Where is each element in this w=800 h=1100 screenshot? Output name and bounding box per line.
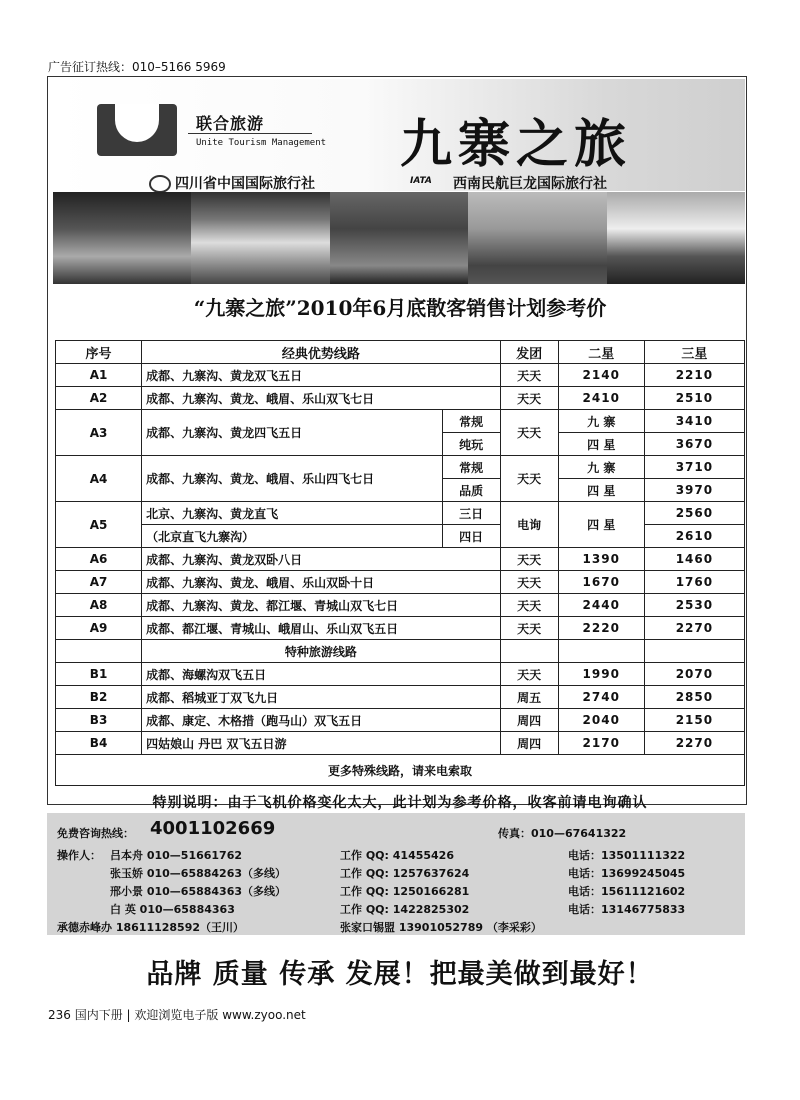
table-row: 纯玩 四 星 3670 [56,433,745,456]
company-name: 联合旅游 [196,114,265,133]
operator-qq: 工作 QQ: 1257637624 [340,867,470,880]
table-row: A9 成都、都江堰、青城山、峨眉山、乐山双飞五日 天天 2220 2270 [56,617,745,640]
special-section-header: 特种旅游线路 [56,640,745,663]
operator-name: 张玉娇 010—65884263（多线） [110,867,287,880]
operator-phone: 电话：13146775833 [568,903,686,916]
company-divider [188,133,312,134]
operator-name: 白 英 010—65884363 [110,903,235,916]
page-footer: 236 国内下册 | 欢迎浏览电子版 www.zyoo.net [48,1008,306,1022]
more-routes-row: 更多特殊线路，请来电索取 [56,755,745,786]
table-row: B1 成都、海螺沟双飞五日 天天 1990 2070 [56,663,745,686]
col-two-star: 二星 [558,341,644,364]
hotline-number: 4001102669 [150,818,276,839]
table-row: A6 成都、九寨沟、黄龙双卧八日 天天 1390 1460 [56,548,745,571]
operator-phone: 电话：13699245045 [568,867,686,880]
table-row: A8 成都、九寨沟、黄龙、都江堰、青城山双飞七日 天天 2440 2530 [56,594,745,617]
table-row: A2 成都、九寨沟、黄龙、峨眉、乐山双飞七日 天天 2410 2510 [56,387,745,410]
table-row: A5 北京、九寨沟、黄龙直飞 三日 电询 四 星 2560 [56,502,745,525]
brand-title: 九寨之旅 [400,114,633,175]
temple-photo [468,192,606,284]
col-seq: 序号 [56,341,142,364]
operator-label: 操作人： [57,849,101,862]
price-plan-title: “九寨之旅”2010年6月底散客销售计划参考价 [193,296,607,320]
col-three-star: 三星 [644,341,744,364]
agency-southwest: 西南民航巨龙国际旅行社 [453,176,607,192]
office-chengde: 承德赤峰办 18611128592（王川） [57,921,245,934]
table-row: A4 成都、九寨沟、黄龙、峨眉、乐山四飞七日 常规 天天 九 寨 3710 [56,456,745,479]
operator-qq: 工作 QQ: 1250166281 [340,885,470,898]
office-zhangjiakou: 张家口锡盟 13901052789 （李采彩） [340,921,542,934]
company-name-en: Unite Tourism Management [196,138,327,148]
col-depart: 发团 [500,341,558,364]
operator-phone: 电话：13501111322 [568,849,686,862]
ad-hotline: 广告征订热线：010–5166 5969 [48,60,226,74]
table-row: A3 成都、九寨沟、黄龙四飞五日 常规 天天 九 寨 3410 [56,410,745,433]
agency-sichuan: 四川省中国国际旅行社 [175,176,315,192]
table-row: B4 四姑娘山 丹巴 双飞五日游 周四 2170 2270 [56,732,745,755]
table-row: B2 成都、稻城亚丁双飞九日 周五 2740 2850 [56,686,745,709]
operator-phone: 电话：15611121602 [568,885,686,898]
table-row: A7 成都、九寨沟、黄龙、峨眉、乐山双卧十日 天天 1670 1760 [56,571,745,594]
table-row: 品质 四 星 3970 [56,479,745,502]
operator-name: 吕本舟 010—51661762 [110,849,243,862]
operator-qq: 工作 QQ: 1422825302 [340,903,470,916]
operator-qq: 工作 QQ: 41455426 [340,849,454,862]
buddha-photo [330,192,468,284]
brand-slogan: 品牌 质量 传承 发展！把最美做到最好！ [146,959,654,990]
special-note: 特别说明：由于飞机价格变化太大，此计划为参考价格，收客前请电询确认 [152,795,648,811]
table-row: B3 成都、康定、木格措（跑马山）双飞五日 周四 2040 2150 [56,709,745,732]
snow-mountain-photo [607,192,745,284]
hotline-label: 免费咨询热线： [57,827,134,840]
price-table [55,340,745,786]
waterfall-photo [53,192,191,284]
scenery-photo-strip [53,192,745,284]
iata-logo: IATA [410,176,432,186]
table-row: （北京直飞九寨沟） 四日 2610 [56,525,745,548]
table-row: A1 成都、九寨沟、黄龙双飞五日 天天 2140 2210 [56,364,745,387]
table-header-row [56,341,745,364]
lake-photo [191,192,329,284]
col-route: 经典优势线路 [142,341,501,364]
operator-name: 邢小景 010—65884363（多线） [110,885,287,898]
fax-number: 传真：010—67641322 [498,827,627,840]
agency-globe-icon [149,175,171,193]
